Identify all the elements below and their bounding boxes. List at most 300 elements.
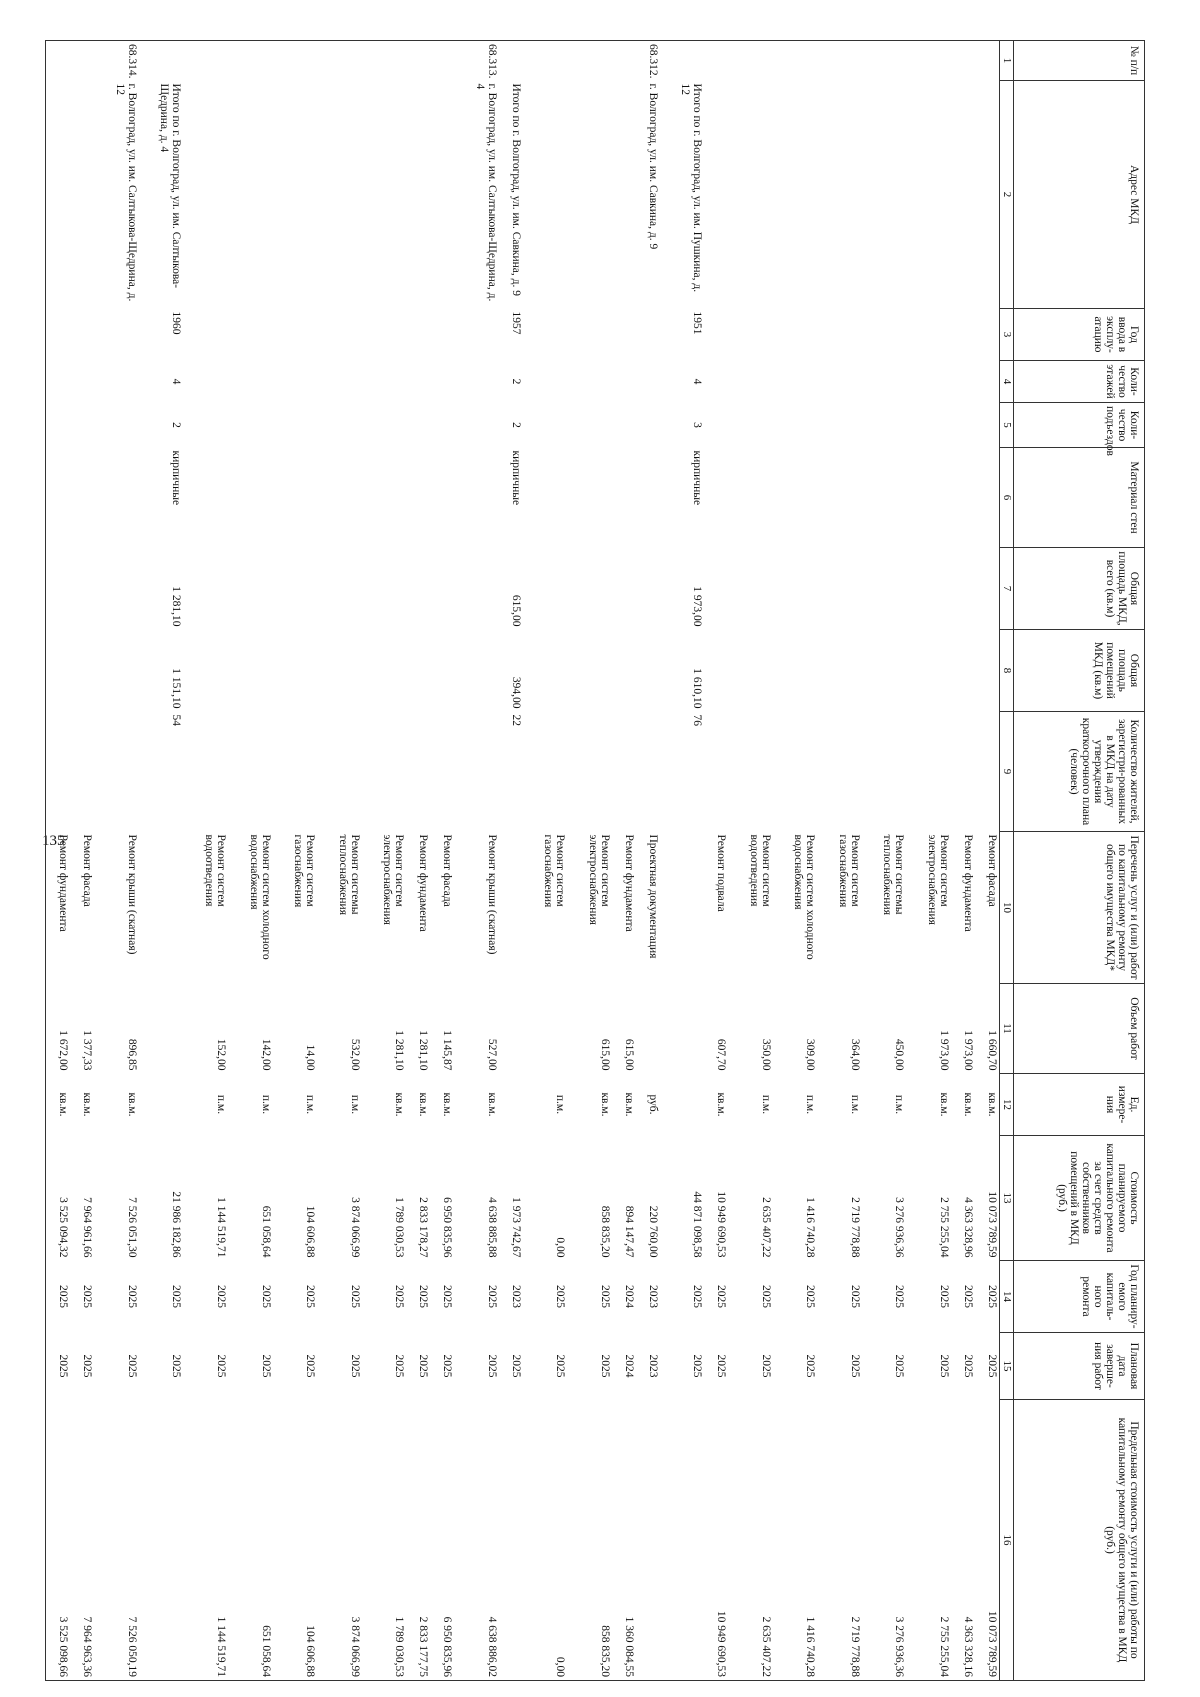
wall-material-cell [612, 448, 636, 548]
premises-area-cell [46, 630, 71, 712]
row-number-cell [906, 41, 951, 81]
residents-cell [46, 712, 71, 832]
residents-cell [523, 712, 568, 832]
work-type-cell: Ремонт систем электроснабжения [925, 834, 950, 925]
repair-year-cell: 2025 [348, 1285, 361, 1308]
work-volume-cell: 896,85 [125, 1038, 138, 1071]
planned-cost-cell: 1 144 519,71 [214, 1197, 227, 1258]
floors-cell: 4 [691, 378, 704, 385]
floors-cell [70, 361, 94, 403]
row-number-cell [567, 41, 612, 81]
premises-area-cell [728, 630, 773, 712]
wall-material-cell [46, 448, 71, 548]
wall-material-cell [817, 448, 862, 548]
completion-date-cell: 2025 [393, 1354, 406, 1378]
table-row [636, 41, 660, 1681]
work-type-cell: Ремонт крыши (скатная) [485, 834, 498, 955]
year-built-cell: 1957 [509, 311, 522, 335]
unit-cell: п.м. [554, 1094, 567, 1115]
premises-area-cell [567, 630, 612, 712]
address-cell [951, 81, 975, 309]
column-header-2: Адрес МКД [1014, 81, 1145, 309]
table-body [46, 41, 1000, 1681]
repair-year-cell: 2025 [804, 1285, 817, 1308]
work-volume-cell: 450,00 [893, 1038, 906, 1071]
premises-area-cell [94, 630, 139, 712]
floors-cell [273, 361, 318, 403]
table-row [430, 41, 454, 1681]
premises-area-cell [406, 630, 430, 712]
year-built-cell [728, 309, 773, 361]
unit-cell [499, 1074, 523, 1136]
premises-area-cell: 1 610,10 [691, 668, 704, 709]
repair-year-cell: 2025 [759, 1285, 772, 1308]
work-type-cell: Ремонт фасада [441, 834, 454, 907]
unit-cell: п.м. [214, 1094, 227, 1115]
entrances-cell [183, 403, 228, 448]
planned-cost-cell: 2 833 178,27 [417, 1197, 430, 1258]
max-cost-cell: 3 874 066,99 [317, 1400, 362, 1681]
total-area-cell [228, 548, 273, 630]
planned-cost-cell: 1 789 030,53 [393, 1197, 406, 1258]
repair-year-cell: 2025 [848, 1285, 861, 1308]
year-built-cell [228, 309, 273, 361]
max-cost-cell [499, 1400, 523, 1681]
work-volume-cell: 1 377,33 [81, 1030, 94, 1071]
year-built-cell: 1951 [691, 311, 704, 335]
address-cell [728, 81, 773, 309]
row-number-cell [362, 41, 407, 81]
year-built-cell [773, 309, 818, 361]
row-number-cell: 68.312. [636, 41, 660, 81]
column-header-6: Материал стен [1014, 448, 1145, 548]
residents-cell [406, 712, 430, 832]
repair-year-cell: 2025 [691, 1285, 704, 1308]
max-cost-cell: 6 950 835,96 [430, 1400, 454, 1681]
planned-cost-cell: 858 835,20 [598, 1205, 611, 1258]
premises-area-cell [273, 630, 318, 712]
page-number: 135 [42, 833, 65, 849]
completion-date-cell: 2025 [441, 1354, 454, 1378]
premises-area-cell [523, 630, 568, 712]
column-number-16: 16 [1000, 1400, 1014, 1681]
residents-cell: 76 [691, 714, 704, 726]
planned-cost-cell: 6 950 835,96 [441, 1197, 454, 1258]
table-row [273, 41, 318, 1681]
row-number-cell [317, 41, 362, 81]
total-area-cell [94, 548, 139, 630]
table-row [728, 41, 773, 1681]
year-built-cell [704, 309, 728, 361]
wall-material-cell [317, 448, 362, 548]
entrances-cell [228, 403, 273, 448]
floors-cell [362, 361, 407, 403]
repair-year-cell: 2025 [170, 1285, 183, 1308]
residents-cell [951, 712, 975, 832]
total-area-cell [704, 548, 728, 630]
completion-date-cell: 2024 [622, 1354, 635, 1378]
work-type-cell [139, 832, 184, 984]
max-cost-cell: 10 949 690,53 [704, 1400, 728, 1681]
completion-date-cell: 2023 [646, 1354, 659, 1378]
completion-date-cell: 2025 [81, 1354, 94, 1378]
repair-year-cell: 2025 [81, 1285, 94, 1308]
entrances-cell: 3 [691, 422, 704, 428]
row-number-cell [612, 41, 636, 81]
unit-cell [660, 1074, 705, 1136]
repair-year-cell: 2025 [441, 1285, 454, 1308]
work-type-cell: Ремонт фундамента [961, 834, 974, 932]
rotated-table-container [45, 40, 1145, 1680]
planned-cost-cell: 44 871 098,58 [691, 1191, 704, 1258]
wall-material-cell [406, 448, 430, 548]
entrances-cell [906, 403, 951, 448]
work-type-cell [499, 832, 523, 984]
entrances-cell [975, 403, 1000, 448]
max-cost-cell: 4 638 886,02 [454, 1400, 499, 1681]
row-number-cell [704, 41, 728, 81]
premises-area-cell [906, 630, 951, 712]
entrances-cell [406, 403, 430, 448]
wall-material-cell: кирпичные [170, 450, 183, 506]
total-area-cell [430, 548, 454, 630]
residents-cell [567, 712, 612, 832]
column-number-2: 2 [1000, 81, 1014, 309]
work-type-cell: Ремонт фасада [986, 834, 998, 907]
residents-cell [906, 712, 951, 832]
wall-material-cell [273, 448, 318, 548]
planned-cost-cell: 10 073 789,59 [986, 1191, 998, 1258]
entrances-cell [317, 403, 362, 448]
repair-year-cell: 2025 [986, 1285, 998, 1308]
table-row [612, 41, 636, 1681]
table-row [862, 41, 907, 1681]
floors-cell [862, 361, 907, 403]
year-built-cell [906, 309, 951, 361]
unit-cell: руб. [646, 1094, 659, 1115]
floors-cell [430, 361, 454, 403]
floors-cell: 4 [170, 378, 183, 385]
work-type-cell: Ремонт фундамента [46, 832, 71, 984]
residents-cell [362, 712, 407, 832]
row-number-cell [728, 41, 773, 81]
table-row [183, 41, 228, 1681]
table-row [94, 41, 139, 1681]
premises-area-cell [773, 630, 818, 712]
column-number-14: 14 [1000, 1261, 1014, 1333]
max-cost-cell: 7 964 963,36 [70, 1400, 94, 1681]
address-cell [773, 81, 818, 309]
column-header-3: Год ввода в эксплу-атацию [1014, 309, 1145, 361]
column-header-15: Плановая дата заверше-ния работ [1014, 1333, 1145, 1400]
row-number-cell: 68.313. [454, 41, 499, 81]
column-header-4: Коли-чество этажей [1014, 361, 1145, 403]
address-cell [906, 81, 951, 309]
wall-material-cell [704, 448, 728, 548]
wall-material-cell [183, 448, 228, 548]
row-number-cell [430, 41, 454, 81]
row-number-cell [817, 41, 862, 81]
unit-cell: кв.м. [125, 1092, 138, 1117]
completion-date-cell: 2025 [214, 1354, 227, 1378]
year-built-cell [951, 309, 975, 361]
work-volume-cell: 1 672,00 [46, 984, 71, 1074]
planned-cost-cell: 2 719 778,88 [848, 1197, 861, 1258]
wall-material-cell [636, 448, 660, 548]
floors-cell [951, 361, 975, 403]
work-type-cell: Ремонт систем газоснабжения [836, 834, 861, 908]
total-area-cell [951, 548, 975, 630]
work-type-cell: Ремонт систем электроснабжения [586, 834, 611, 925]
wall-material-cell [728, 448, 773, 548]
wall-material-cell [70, 448, 94, 548]
premises-area-cell [636, 630, 660, 712]
year-built-cell [454, 309, 499, 361]
work-volume-cell: 1 281,10 [417, 1030, 430, 1071]
column-header-10: Перечень услуг и (или) работ по капитальному ремонту общего имущества МКД* [1014, 832, 1145, 984]
row-number-cell [862, 41, 907, 81]
completion-date-cell: 2025 [893, 1354, 906, 1378]
entrances-cell: 2 [509, 422, 522, 428]
residents-cell [273, 712, 318, 832]
planned-cost-cell: 3 276 936,36 [893, 1197, 906, 1258]
row-number-cell [139, 41, 184, 81]
year-built-cell [636, 309, 660, 361]
completion-date-cell: 2025 [170, 1354, 183, 1378]
max-cost-cell: 4 363 328,16 [951, 1400, 975, 1681]
unit-cell: кв.м. [961, 1092, 974, 1117]
address-cell [523, 81, 568, 309]
work-type-cell: Ремонт систем электроснабжения [381, 834, 406, 925]
address-cell [817, 81, 862, 309]
work-type-cell: Ремонт системы теплоснабжения [336, 834, 361, 915]
work-volume-cell: 527,00 [485, 1038, 498, 1071]
wall-material-cell [975, 448, 1000, 548]
table-row [454, 41, 499, 1681]
premises-area-cell: 394,00 [509, 676, 522, 709]
repair-year-cell: 2025 [214, 1285, 227, 1308]
completion-date-cell: 2025 [937, 1354, 950, 1378]
premises-area-cell: 1 151,10 [170, 668, 183, 709]
column-number-9: 9 [1000, 712, 1014, 832]
repair-year-cell: 2025 [598, 1285, 611, 1308]
total-area-cell [183, 548, 228, 630]
work-volume-cell: 532,00 [348, 1038, 361, 1071]
work-type-cell: Ремонт крыши (скатная) [125, 834, 138, 955]
column-header-7: Общая площадь МКД, всего (кв.м) [1014, 548, 1145, 630]
table-row [660, 41, 705, 1681]
floors-cell [636, 361, 660, 403]
residents-cell: 54 [170, 714, 183, 726]
row-number-cell [406, 41, 430, 81]
work-type-cell: Ремонт фасада [81, 834, 94, 907]
address-cell [406, 81, 430, 309]
address-cell [704, 81, 728, 309]
unit-cell [139, 1074, 184, 1136]
row-number-cell [523, 41, 568, 81]
table-row [523, 41, 568, 1681]
planned-cost-cell: 894 147,47 [622, 1205, 635, 1258]
premises-area-cell [975, 630, 1000, 712]
work-type-cell: Ремонт фундамента [622, 834, 635, 932]
year-built-cell [183, 309, 228, 361]
entrances-cell [773, 403, 818, 448]
table-row [773, 41, 818, 1681]
column-header-8: Общая площадь помещений МКД (кв.м) [1014, 630, 1145, 712]
planned-cost-cell: 4 638 885,88 [485, 1197, 498, 1258]
total-area-cell: 1 281,10 [170, 586, 183, 627]
unit-cell: кв.м. [46, 1074, 71, 1136]
table-row [46, 41, 71, 1681]
residents-cell: 22 [509, 714, 522, 726]
address-cell: г. Волгоград, ул. им. Салтыкова-Щедрина, д. 4 [473, 83, 498, 302]
year-built-cell [46, 309, 71, 361]
residents-cell [975, 712, 1000, 832]
floors-cell [228, 361, 273, 403]
wall-material-cell [430, 448, 454, 548]
work-volume-cell [660, 984, 705, 1074]
wall-material-cell [906, 448, 951, 548]
address-cell [183, 81, 228, 309]
column-number-12: 12 [1000, 1074, 1014, 1136]
row-number-cell [273, 41, 318, 81]
row-number-cell [183, 41, 228, 81]
entrances-cell [70, 403, 94, 448]
column-header-5: Коли-чество подъездов [1014, 403, 1145, 448]
residents-cell [430, 712, 454, 832]
column-number-7: 7 [1000, 548, 1014, 630]
premises-area-cell [704, 630, 728, 712]
planned-cost-cell: 21 986 182,86 [170, 1191, 183, 1258]
max-cost-cell: 0,00 [523, 1400, 568, 1681]
entrances-cell [454, 403, 499, 448]
row-number-cell [951, 41, 975, 81]
table-row [567, 41, 612, 1681]
floors-cell [567, 361, 612, 403]
repair-year-cell: 2025 [304, 1285, 317, 1308]
column-number-13: 13 [1000, 1136, 1014, 1261]
residents-cell [228, 712, 273, 832]
work-type-cell: Ремонт систем холодного водоснабжения [247, 834, 272, 960]
residents-cell [773, 712, 818, 832]
premises-area-cell [454, 630, 499, 712]
floors-cell [523, 361, 568, 403]
work-volume-cell: 1 281,10 [393, 1030, 406, 1071]
premises-area-cell [183, 630, 228, 712]
max-cost-cell: 1 144 519,71 [183, 1400, 228, 1681]
wall-material-cell [362, 448, 407, 548]
table-row [139, 41, 184, 1681]
total-area-cell: 1 973,00 [691, 586, 704, 627]
work-volume-cell: 615,00 [622, 1038, 635, 1071]
unit-cell: п.м. [804, 1094, 817, 1115]
work-volume-cell [523, 984, 568, 1074]
floors-cell [773, 361, 818, 403]
completion-date-cell: 2025 [848, 1354, 861, 1378]
entrances-cell [46, 403, 71, 448]
year-built-cell [862, 309, 907, 361]
max-cost-cell [636, 1400, 660, 1681]
column-header-1: № п/п [1014, 41, 1145, 81]
unit-cell: п.м. [893, 1094, 906, 1115]
repair-year-cell: 2023 [509, 1285, 522, 1308]
table-row [499, 41, 523, 1681]
table-row [704, 41, 728, 1681]
max-cost-cell: 2 719 778,88 [817, 1400, 862, 1681]
address-cell [612, 81, 636, 309]
column-number-8: 8 [1000, 630, 1014, 712]
table-row [951, 41, 975, 1681]
wall-material-cell [523, 448, 568, 548]
column-number-1: 1 [1000, 41, 1014, 81]
completion-date-cell: 2025 [509, 1354, 522, 1378]
work-volume-cell: 152,00 [214, 1038, 227, 1071]
completion-date-cell: 2025 [715, 1354, 728, 1378]
table-row [975, 41, 1000, 1681]
year-built-cell: 1960 [170, 311, 183, 335]
address-cell [273, 81, 318, 309]
completion-date-cell: 2025 [485, 1354, 498, 1378]
max-cost-cell: 1 789 030,53 [362, 1400, 407, 1681]
max-cost-cell: 10 073 789,59 [975, 1400, 1000, 1681]
address-cell: Итого по г. Волгоград, ул. им. Пушкина, д. 12 [679, 83, 704, 293]
year-built-cell [406, 309, 430, 361]
total-area-cell [273, 548, 318, 630]
planned-cost-cell: 2 635 407,22 [759, 1197, 772, 1258]
unit-cell: кв.м. [986, 1092, 998, 1117]
table-row [906, 41, 951, 1681]
work-type-cell: Проектная документация [646, 834, 659, 959]
residents-cell [728, 712, 773, 832]
max-cost-cell: 3 276 936,36 [862, 1400, 907, 1681]
completion-date-cell: 2025 [259, 1354, 272, 1378]
floors-cell [46, 361, 71, 403]
table-row [70, 41, 94, 1681]
unit-cell: кв.м. [715, 1092, 728, 1117]
column-number-15: 15 [1000, 1333, 1014, 1400]
wall-material-cell [567, 448, 612, 548]
residents-cell [862, 712, 907, 832]
capital-repair-plan-table [45, 40, 1145, 1681]
year-built-cell [94, 309, 139, 361]
completion-date-cell: 2025 [554, 1354, 567, 1378]
work-type-cell: Ремонт системы теплоснабжения [881, 834, 906, 915]
column-header-11: Объем работ [1014, 984, 1145, 1074]
address-cell [362, 81, 407, 309]
floors-cell [94, 361, 139, 403]
total-area-cell [406, 548, 430, 630]
year-built-cell [273, 309, 318, 361]
column-header-13: Стоимость планируемого капитального ремонта за счет средств собственников помещений в МКД (руб.) [1014, 1136, 1145, 1261]
work-volume-cell: 364,00 [848, 1038, 861, 1071]
column-number-6: 6 [1000, 448, 1014, 548]
work-type-cell: Ремонт систем газоснабжения [292, 834, 317, 908]
row-number-cell: 68.314. [94, 41, 139, 81]
column-header-12: Ед. измере-ния [1014, 1074, 1145, 1136]
work-volume-cell: 142,00 [259, 1038, 272, 1071]
address-cell [46, 81, 71, 309]
work-type-cell: Ремонт систем газоснабжения [542, 834, 567, 908]
total-area-cell [567, 548, 612, 630]
repair-year-cell: 2025 [937, 1285, 950, 1308]
unit-cell: п.м. [348, 1094, 361, 1115]
residents-cell [317, 712, 362, 832]
entrances-cell [523, 403, 568, 448]
repair-year-cell: 2025 [259, 1285, 272, 1308]
max-cost-cell [660, 1400, 705, 1681]
unit-cell: п.м. [304, 1094, 317, 1115]
address-cell: г. Волгоград, ул. им. Салтыкова-Щедрина, д. 12 [113, 83, 138, 302]
